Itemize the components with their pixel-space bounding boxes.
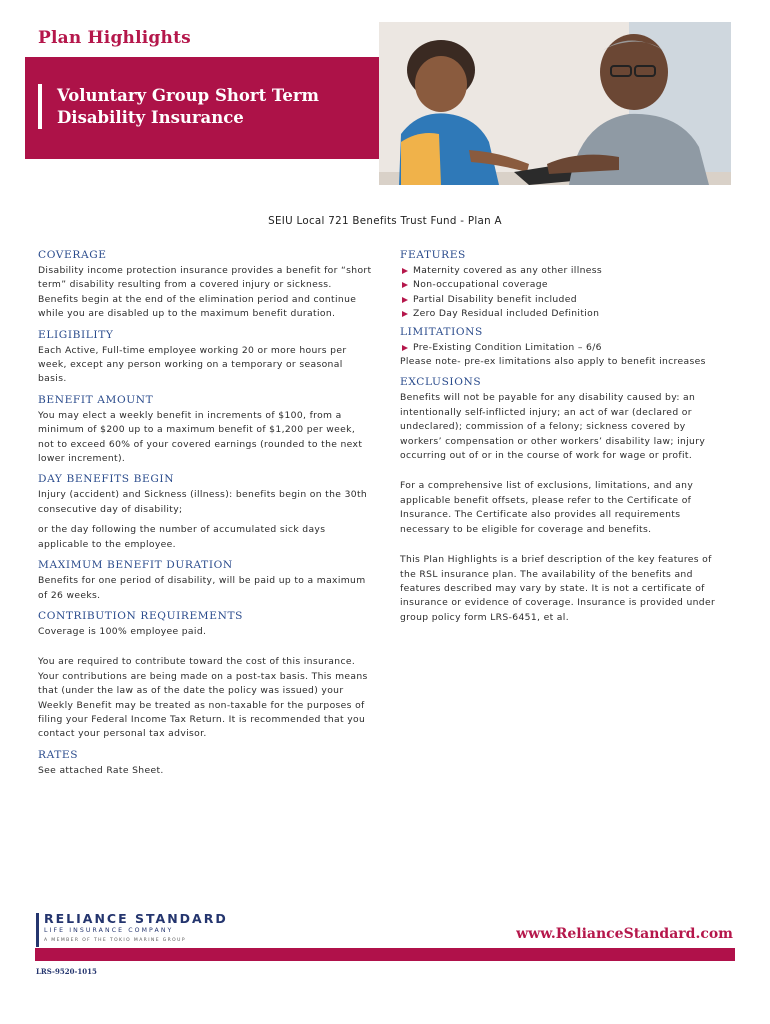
exclusions-heading: EXCLUSIONS [400,376,482,389]
plan-subtitle: SEIU Local 721 Benefits Trust Fund - Plan A [268,215,502,227]
day-benefits-heading: DAY BENEFITS BEGIN [38,473,175,486]
limitations-list [400,341,730,355]
logo-tagline: A MEMBER OF THE TOKIO MARINE GROUP [44,938,186,943]
website-link[interactable]: www.RelianceStandard.com [516,926,733,942]
photo-illustration [379,22,731,185]
footer-bar [35,948,735,961]
contribution-heading: CONTRIBUTION REQUIREMENTS [38,609,243,622]
company-logo [36,911,228,951]
list-item: Zero Day Residual included Definition [400,307,730,321]
title-banner [25,57,379,159]
exclusions-text: Benefits will not be payable for any disability caused by: an intentionally self-inflicted injury; an act of war (declared or undeclared); commission of a felony; sickness covered by workers’ compensation or other workers’ disability law; injury occurring out of or in the course of work for wage or profit. [400,392,706,462]
features-heading: FEATURES [400,249,466,261]
logo-main-text: RELIANCE STANDARD [44,911,228,926]
disclaimer-text: This Plan Highlights is a brief description of the key features of the RSL insurance plan. The availability of the benefits and features described may vary by state. It is not a certificate of insurance or evidence of coverage. Insurance is provided under group policy form LRS-6451, et al. [400,554,716,623]
banner-title: Voluntary Group Short Term Disability Insurance [57,86,319,127]
hero-photo [379,22,731,185]
logo-mark [36,913,39,947]
form-id: LRS-9520-1015 [36,967,97,976]
day-benefits-text-1: Injury (accident) and Sickness (illness): benefits begin on the 30th consecutive day of disability; [38,489,368,515]
max-duration-text: Benefits for one period of disability, will be paid up to a maximum of 26 weeks. [38,575,366,601]
limitations-heading: LIMITATIONS [400,325,483,338]
list-item: Maternity covered as any other illness [400,264,730,278]
logo-sub-text: LIFE INSURANCE COMPANY [44,927,174,934]
banner-accent-bar [38,84,42,129]
bullet-arrow-icon [402,268,408,274]
list-item: Non-occupational coverage [400,278,730,292]
benefit-amount-heading: BENEFIT AMOUNT [38,393,154,406]
coverage-text: Disability income protection insurance provides a benefit for “short term” disability resulting from a covered injury or sickness. Benefits begin at the end of the elimination period and continue while you are disabled up to the maximum benefit duration. [38,265,372,320]
benefit-amount-text: You may elect a weekly benefit in increments of $100, from a minimum of $200 up to a maximum benefit of $1,200 per week, not to exceed 60% of your covered earnings (rounded to the next lower increment). [38,409,363,465]
eligibility-text: Each Active, Full-time employee working 20 or more hours per week, except any person working on a temporary or seasonal basis. [38,344,347,385]
contribution-text-1: Coverage is 100% employee paid. [38,625,207,637]
eligibility-heading: ELIGIBILITY [38,328,114,341]
max-duration-heading: MAXIMUM BENEFIT DURATION [38,559,233,572]
list-item: Partial Disability benefit included [400,293,730,307]
bullet-arrow-icon [402,297,408,303]
coverage-heading: COVERAGE [38,249,107,261]
bullet-arrow-icon [402,282,408,288]
day-benefits-text-2: or the day following the number of accumulated sick days applicable to the employee. [38,524,326,550]
rates-heading: RATES [38,748,79,761]
page-title: Plan Highlights [38,28,191,48]
right-column [400,248,730,631]
limitations-note: Please note- pre-ex limitations also apply to benefit increases [400,356,706,368]
bullet-arrow-icon [402,311,408,317]
comprehensive-text: For a comprehensive list of exclusions, limitations, and any applicable benefit offsets, please refer to the Certificate of Insurance. The Certificate also provides all requirements necessary to be eligible for coverage and benefits. [400,480,694,535]
features-list [400,264,730,322]
list-item: Pre-Existing Condition Limitation – 6/6 [400,341,730,355]
left-column [38,248,374,784]
contribution-text-2: You are required to contribute toward the cost of this insurance. Your contributions are being made on a post-tax basis. This means that (under the law as of the date the policy was issued) your Weekly Benefit may be treated as non-taxable for the purposes of filing your Federal Income Tax Return. It is recommended that you contact your personal tax advisor. [38,656,368,740]
bullet-arrow-icon [402,345,408,351]
rates-text: See attached Rate Sheet. [38,764,164,776]
